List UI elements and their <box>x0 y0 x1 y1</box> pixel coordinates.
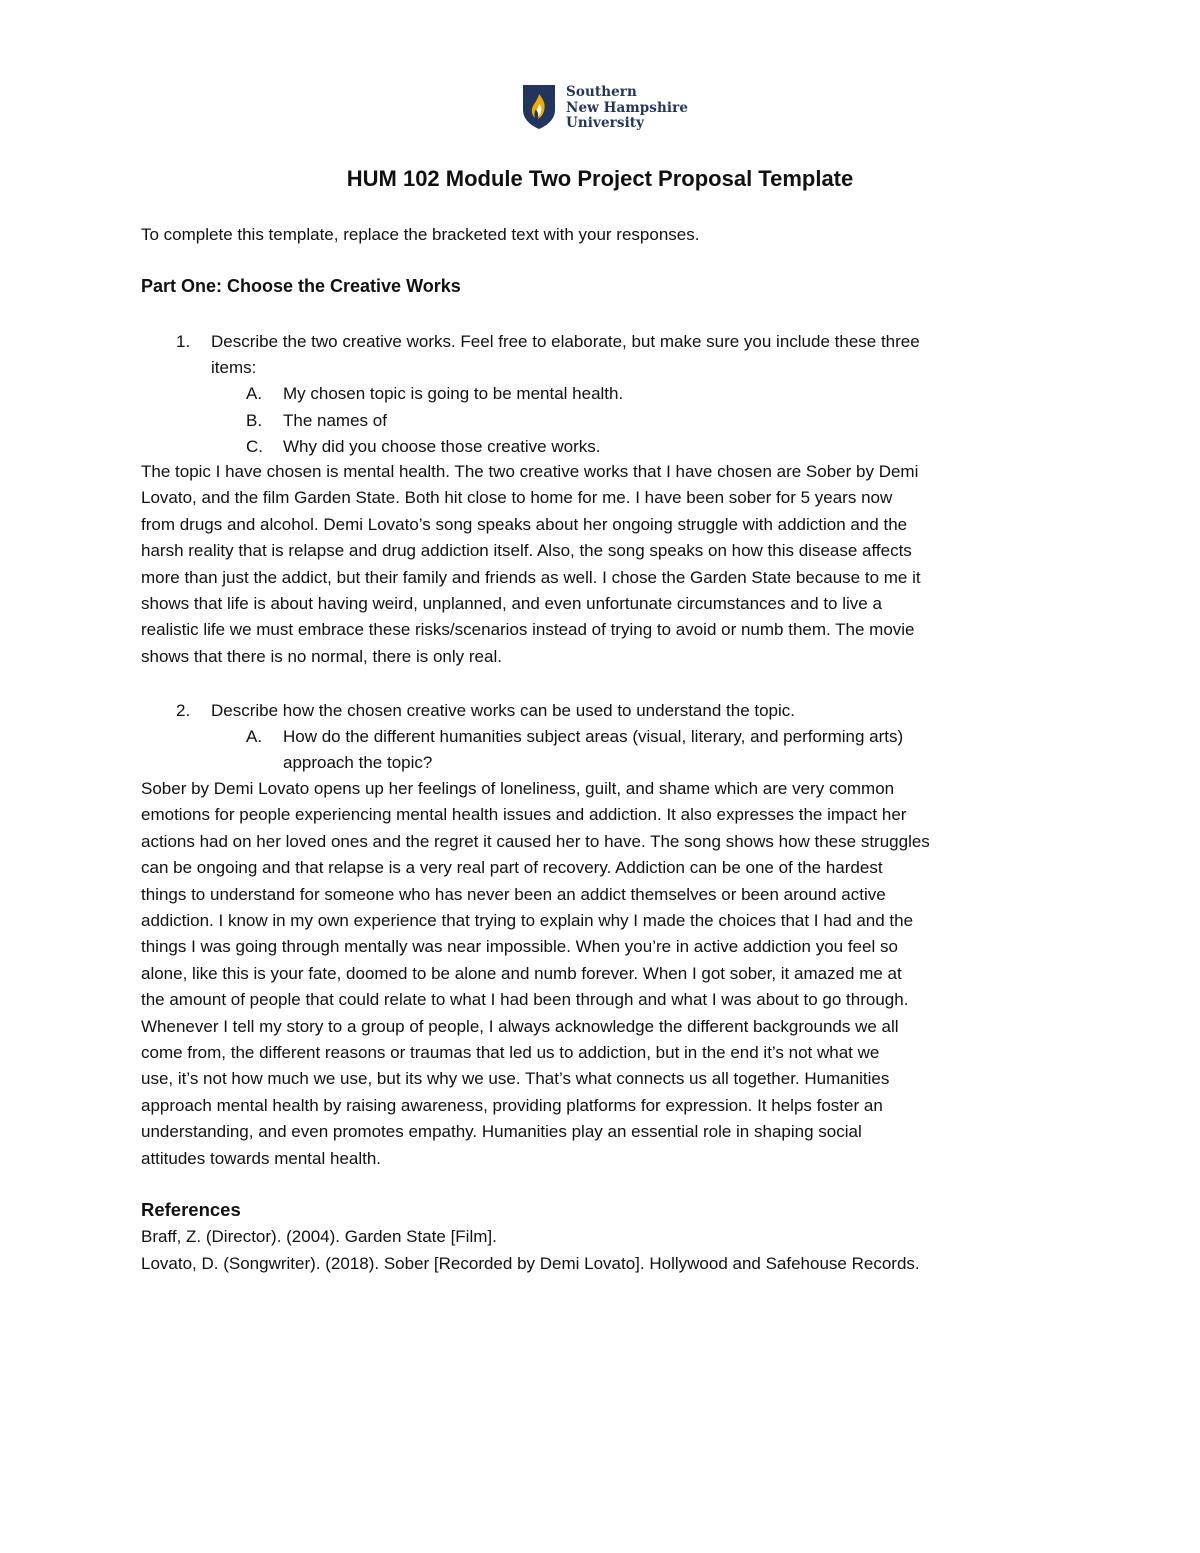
answer-2-paragraph <box>141 776 1061 1172</box>
answer-2-line: approach mental health by raising awareness, providing platforms for expression. It helps foster an <box>141 1095 883 1115</box>
answer-2-line: understanding, and even promotes empathy. Humanities play an essential role in shaping social <box>141 1122 862 1142</box>
q1-number: 1. <box>176 332 191 351</box>
answer-2-line: addiction. I know in my own experience that trying to explain why I made the choices that I had and the <box>141 911 914 931</box>
q2-sub-a-line-2: approach the topic? <box>283 753 433 772</box>
q2-number: 2. <box>176 701 191 720</box>
answer-1-line: more than just the addict, but their family and friends as well. I chose the Garden State because to me it <box>141 567 921 587</box>
logo-wordmark <box>566 85 688 132</box>
references-heading: References <box>141 1199 241 1220</box>
answer-1-line: shows that there is no normal, there is only real. <box>141 646 502 666</box>
document-title: HUM 102 Module Two Project Proposal Template <box>346 166 854 191</box>
answer-2-line: the amount of people that could relate to what I had been through and what I was about to go through. <box>141 990 909 1010</box>
q2-sub-a-line-1: How do the different humanities subject areas (visual, literary, and performing arts) <box>283 727 904 746</box>
q1-sub-c-label: C. <box>246 437 263 456</box>
answer-2-line: emotions for people experiencing mental health issues and addiction. It also expresses the impact her <box>141 805 907 825</box>
q1-sub-a-label: A. <box>246 384 263 403</box>
answer-2-line: come from, the different reasons or traumas that led us to addiction, but in the end it’s not what we <box>141 1043 880 1063</box>
answer-2-line: things I was going through mentally was near impossible. When you’re in active addiction you feel so <box>141 937 898 957</box>
logo-line-3: University <box>566 115 645 131</box>
answer-2-line: Whenever I tell my story to a group of people, I always acknowledge the different backgrounds we all <box>141 1016 899 1036</box>
answer-2-line: attitudes towards mental health. <box>141 1148 382 1168</box>
answer-1-line: from drugs and alcohol. Demi Lovato’s song speaks about her ongoing struggle with addiction and the <box>141 514 908 534</box>
answer-1-line: Lovato, and the film Garden State. Both hit close to home for me. I have been sober for 5 years now <box>141 488 893 508</box>
q1-sub-b-label: B. <box>246 411 263 430</box>
q1-text-line-1: Describe the two creative works. Feel free to elaborate, but make sure you include these three <box>211 332 920 351</box>
shield-flame-icon <box>522 84 556 130</box>
logo-line-1: Southern <box>566 84 637 100</box>
part-one-heading: Part One: Choose the Creative Works <box>141 276 461 296</box>
q2-sub-a-label: A. <box>246 727 263 746</box>
answer-2-line: alone, like this is your fate, doomed to be alone and numb forever. When I got sober, it amazed me at <box>141 963 902 983</box>
reference-item: Braff, Z. (Director). (2004). Garden State [Film]. <box>141 1227 497 1246</box>
q2-text-line-1: Describe how the chosen creative works can be used to understand the topic. <box>211 701 796 720</box>
answer-1-line: shows that life is about having weird, unplanned, and even unfortunate circumstances and to live a <box>141 594 882 614</box>
instructions-text: To complete this template, replace the bracketed text with your responses. <box>141 225 700 244</box>
answer-2-line: things to understand for someone who has never been an addict themselves or been around active <box>141 884 886 904</box>
q1-sub-b-text: The names of <box>283 411 387 430</box>
answer-1-line: realistic life we must embrace these risks/scenarios instead of trying to avoid or numb them. The movie <box>141 620 915 640</box>
answer-2-line: can be ongoing and that relapse is a very real part of recovery. Addiction can be one of the hardest <box>141 858 883 878</box>
q1-sub-c-text: Why did you choose those creative works. <box>283 437 601 456</box>
answer-1-line: harsh reality that is relapse and drug addiction itself. Also, the song speaks on how this disease affects <box>141 541 912 561</box>
logo-line-2: New Hampshire <box>566 99 689 116</box>
answer-1-paragraph <box>141 459 1061 670</box>
answer-2-line: actions had on her loved ones and the regret it caused her to have. The song shows how these struggles <box>141 831 930 851</box>
q1-sub-a-text: My chosen topic is going to be mental health. <box>283 384 624 403</box>
answer-1-line: The topic I have chosen is mental health. The two creative works that I have chosen are Sober by Demi <box>141 462 919 481</box>
answer-2-line: Sober by Demi Lovato opens up her feelings of loneliness, guilt, and shame which are very common <box>141 779 895 798</box>
q1-text-line-2: items: <box>211 358 257 377</box>
reference-item: Lovato, D. (Songwriter). (2018). Sober [Recorded by Demi Lovato]. Hollywood and Safehouse Records. <box>141 1254 920 1273</box>
university-logo <box>522 84 688 132</box>
answer-2-line: use, it’s not how much we use, but its why we use. That’s what connects us all together. Humanities <box>141 1069 890 1089</box>
